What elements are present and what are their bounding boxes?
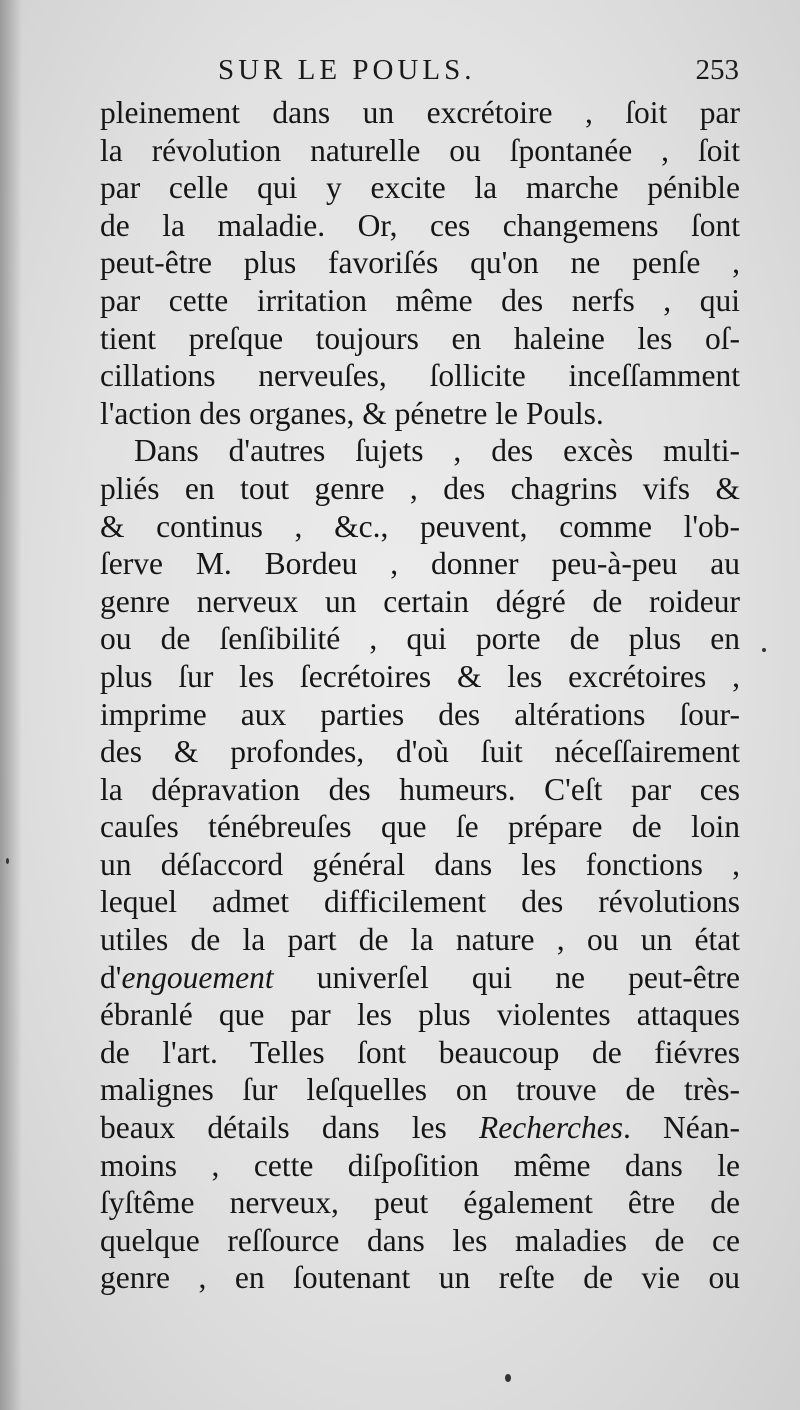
- text-line: genre , en ſoutenant un reſte de vie ou: [100, 1260, 740, 1296]
- text-line: pliés en tout genre , des chagrins vifs &: [100, 470, 740, 506]
- text-line: la révolution naturelle ou ſpontanée , ſoit: [100, 132, 740, 168]
- text-run: . Néan-: [622, 1110, 741, 1146]
- text-line: l'action des organes, & pénetre le Pouls.: [100, 395, 604, 431]
- text-line: peut-être plus favoriſés qu'on ne penſe ,: [100, 245, 740, 281]
- text-line: un déſaccord général dans les fonctions ,: [100, 846, 740, 882]
- text-line: ébranlé que par les plus violentes attaques: [100, 997, 740, 1033]
- text-line: genre nerveux un certain dégré de roideur: [100, 583, 740, 619]
- text-line: ſerve M. Bordeu , donner peu-à-peu au: [100, 546, 740, 582]
- text-run: beaux détails dans les: [100, 1110, 479, 1146]
- text-line: [100, 959, 740, 997]
- text-line: par cette irritation même des nerfs , qui: [100, 282, 740, 318]
- text-line: plus ſur les ſecrétoires & les excrétoires ,: [100, 658, 740, 694]
- text-run: univerſel qui ne peut-être: [273, 959, 740, 995]
- text-line: cillations nerveuſes, ſollicite inceſſamment: [100, 358, 740, 394]
- text-line: des & profondes, d'où ſuit néceſſairement: [100, 734, 740, 770]
- paragraph-start-line: Dans d'autres ſujets , des excès multi-: [134, 433, 740, 469]
- text-line: cauſes ténébreuſes que ſe prépare de loin: [100, 809, 740, 845]
- text-line: ſyſtême nerveux, peut également être de: [100, 1185, 740, 1221]
- running-title: SUR LE POULS.: [218, 54, 476, 86]
- page-number: 253: [695, 54, 739, 86]
- text-line: quelque reſſource dans les maladies de ce: [100, 1222, 740, 1258]
- running-head: [100, 54, 745, 94]
- text-run: d': [100, 959, 122, 995]
- text-line: imprime aux parties des altérations ſour-: [100, 696, 740, 732]
- text-line: [100, 1109, 740, 1147]
- text-line: par celle qui y excite la marche pénible: [100, 170, 740, 206]
- text-line: & continus , &c., peuvent, comme l'ob-: [100, 508, 740, 544]
- text-line: tient preſque toujours en haleine les oſ-: [100, 320, 740, 356]
- text-line: pleinement dans un excrétoire , ſoit par: [100, 95, 740, 130]
- text-line: lequel admet difficilement des révolutions: [100, 884, 740, 920]
- ink-speck: [6, 858, 9, 864]
- text-line: ou de ſenſibilité , qui porte de plus en: [100, 621, 740, 657]
- body-text: [100, 94, 740, 1297]
- page-gutter-shadow: [0, 0, 22, 1410]
- ink-speck: [505, 1374, 511, 1382]
- ink-speck: [762, 648, 766, 652]
- italic-word: engouement: [121, 959, 274, 995]
- text-line: de la maladie. Or, ces changemens ſont: [100, 207, 740, 243]
- text-line: de l'art. Telles ſont beaucoup de fiévres: [100, 1034, 740, 1070]
- text-line: utiles de la part de la nature , ou un état: [100, 922, 740, 958]
- text-line: malignes ſur leſquelles on trouve de très-: [100, 1072, 740, 1108]
- italic-word: Recherches: [478, 1110, 623, 1146]
- text-line: la dépravation des humeurs. C'eſt par ces: [100, 771, 740, 807]
- text-line: moins , cette diſpoſition même dans le: [100, 1147, 740, 1183]
